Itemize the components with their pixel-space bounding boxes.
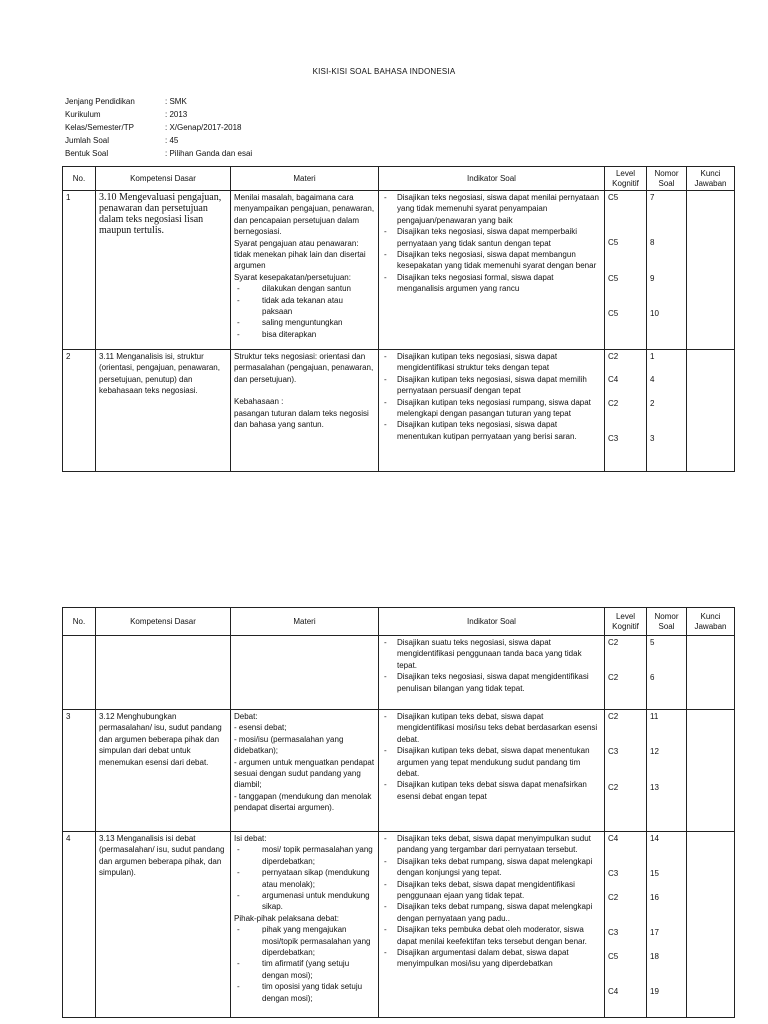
level-value: C3 bbox=[608, 928, 619, 938]
row-no: 1 bbox=[63, 191, 96, 350]
meta-value: : 2013 bbox=[165, 110, 188, 119]
materi-syarat-kesepakatan: Syarat kesepakatan/persetujuan: bbox=[234, 272, 351, 282]
list-item: - Disajikan teks pembuka debat oleh moderator, siswa dapat menilai keefektifan teks tersebut dengan benar. bbox=[382, 924, 601, 947]
meta-row bbox=[65, 95, 365, 108]
nomor-value: 16 bbox=[650, 892, 659, 902]
row-kunci-jawaban bbox=[687, 350, 735, 472]
materi-pasangan: pasangan tuturan dalam teks negosisi dan bahasa yang santun. bbox=[234, 408, 369, 430]
list-item: - mosi/isu (permasalahan yang didebatkan); bbox=[234, 734, 344, 756]
list-item: - Disajikan teks debat rumpang, siswa dapat melengkapi dengan pernyataan yang padu.. bbox=[382, 901, 601, 924]
materi-title: Pihak-pihak pelaksana debat: bbox=[234, 913, 339, 923]
meta-value: : Pilihan Ganda dan esai bbox=[165, 149, 253, 158]
level-value: C3 bbox=[608, 747, 619, 757]
list-item: - tanggapan (mendukung dan menolak pendapat disertai argumen). bbox=[234, 791, 372, 813]
nomor-value: 11 bbox=[650, 712, 659, 721]
row-indikator-soal bbox=[379, 191, 605, 350]
table-row bbox=[63, 710, 735, 832]
table-header-row bbox=[63, 167, 735, 191]
materi-list bbox=[234, 283, 375, 340]
list-item: - pernyataan sikap (mendukung atau menolak); bbox=[234, 867, 375, 890]
nomor-value: 2 bbox=[650, 398, 655, 408]
materi-struktur: Struktur teks negosiasi: orientasi dan permasalahan (pengajuan, penawaran, dan persetujuan). bbox=[234, 352, 374, 384]
nomor-value: 15 bbox=[650, 869, 659, 879]
kisi-table-page2 bbox=[62, 607, 735, 1018]
list-item: - tidak ada tekanan atau paksaan bbox=[234, 295, 375, 318]
materi-title: Isi debat: bbox=[234, 834, 267, 843]
table-row bbox=[63, 350, 735, 472]
list-item: - Disajikan kutipan teks debat, siswa dapat menentukan argumen yang tepat mendukung sudut pandang tim debat. bbox=[382, 745, 601, 779]
header-indikator-soal: Indikator Soal bbox=[379, 608, 605, 636]
list-item: - tim oposisi yang tidak setuju dengan mosi); bbox=[234, 981, 375, 1004]
row-level-kognitif bbox=[605, 191, 647, 350]
meta-label: Jenjang Pendidikan bbox=[65, 97, 135, 106]
row-materi bbox=[231, 832, 379, 1018]
row-materi bbox=[231, 350, 379, 472]
list-item: - Disajikan teks debat, siswa dapat menyimpulkan sudut pandang yang tergambar dari pernyataan tersebut. bbox=[382, 833, 601, 856]
nomor-value: 19 bbox=[650, 987, 659, 997]
materi-kebahasaan: Kebahasaan : bbox=[234, 397, 284, 407]
meta-row bbox=[65, 121, 365, 134]
row-nomor-soal bbox=[647, 636, 687, 710]
row-indikator-soal bbox=[379, 710, 605, 832]
list-item: - Disajikan kutipan teks negosiasi, siswa dapat menentukan kutipan pernyataan yang berisi saran. bbox=[382, 419, 601, 442]
materi-syarat-pengajuan: Syarat pengajuan atau penawaran: tidak menekan pihak lain dan disertai argumen bbox=[234, 238, 366, 271]
meta-value: : X/Genap/2017-2018 bbox=[165, 123, 242, 132]
row-nomor-soal bbox=[647, 350, 687, 472]
nomor-value: 3 bbox=[650, 434, 655, 444]
row-indikator-soal bbox=[379, 636, 605, 710]
header-level-kognitif: Level Kognitif bbox=[605, 608, 647, 636]
kd-text: 3.10 Mengevaluasi pengajuan, penawaran dan persetujuan dalam teks negosiasi lisan maupun tertulis. bbox=[99, 192, 222, 236]
level-value: C3 bbox=[608, 869, 619, 879]
row-materi bbox=[231, 191, 379, 350]
table-row bbox=[63, 636, 735, 710]
indikator-list bbox=[382, 711, 601, 802]
meta-label: Bentuk Soal bbox=[65, 149, 109, 158]
row-kunci-jawaban bbox=[687, 710, 735, 832]
header-materi: Materi bbox=[231, 167, 379, 191]
level-value: C5 bbox=[608, 951, 619, 961]
list-item: - Disajikan kutipan teks negosiasi rumpang, siswa dapat melengkapi dengan pasangan tuturan yang tepat bbox=[382, 397, 601, 420]
row-nomor-soal bbox=[647, 832, 687, 1018]
list-item: - Disajikan teks negosiasi, siswa dapat membangun kesepakatan yang tidak memenuhi syarat dengan benar bbox=[382, 249, 601, 272]
meta-value: : SMK bbox=[165, 97, 187, 106]
nomor-value: 10 bbox=[650, 309, 659, 319]
list-item: - argumenasi untuk mendukung sikap. bbox=[234, 890, 375, 913]
level-value: C4 bbox=[608, 987, 619, 997]
materi-list bbox=[234, 844, 375, 912]
materi-list bbox=[234, 722, 375, 813]
list-item: - Disajikan kutipan teks negosiasi, siswa dapat memilih pernyataan persuasif dengan tepat bbox=[382, 374, 601, 397]
header-indikator-soal: Indikator Soal bbox=[379, 167, 605, 191]
meta-label: Kelas/Semester/TP bbox=[65, 123, 134, 132]
indikator-list bbox=[382, 833, 601, 970]
row-kompetensi-dasar: 3.13 Menganalisis isi debat (permasalahan/ isu, sudut pandang dan argumen beberapa pihak, dan simpulan). bbox=[96, 832, 231, 1018]
header-no: No. bbox=[63, 167, 96, 191]
list-item: - Disajikan suatu teks negosiasi, siswa dapat mengidentifikasi penggunaan tanda baca yang tidak tepat. bbox=[382, 637, 601, 671]
level-value: C3 bbox=[608, 434, 619, 444]
list-item: - Disajikan kutipan teks debat, siswa dapat mengidentifikasi mosi/isu teks debat berdasarkan esensi debat. bbox=[382, 711, 601, 745]
header-kompetensi-dasar: Kompetensi Dasar bbox=[96, 608, 231, 636]
list-item: - Disajikan kutipan teks negosiasi, siswa dapat mengidentifikasi struktur teks dengan tepat bbox=[382, 351, 601, 374]
row-kunci-jawaban bbox=[687, 191, 735, 350]
table-row bbox=[63, 191, 735, 350]
nomor-value: 7 bbox=[650, 193, 655, 202]
list-item: - Disajikan teks negosiasi formal, siswa dapat menganalisis argumen yang rancu bbox=[382, 272, 601, 295]
meta-row bbox=[65, 108, 365, 121]
row-no: 4 bbox=[63, 832, 96, 1018]
level-value: C4 bbox=[608, 834, 619, 843]
header-materi: Materi bbox=[231, 608, 379, 636]
nomor-value: 17 bbox=[650, 928, 659, 938]
row-nomor-soal bbox=[647, 710, 687, 832]
row-no: 3 bbox=[63, 710, 96, 832]
level-value: C5 bbox=[608, 193, 619, 202]
header-kunci-jawaban: Kunci Jawaban bbox=[687, 167, 735, 191]
row-no: 2 bbox=[63, 350, 96, 472]
nomor-value: 1 bbox=[650, 352, 655, 361]
table-header-row bbox=[63, 608, 735, 636]
nomor-value: 14 bbox=[650, 834, 659, 843]
meta-value: : 45 bbox=[165, 136, 179, 145]
document-meta bbox=[65, 95, 365, 160]
list-item: - mosi/ topik permasalahan yang diperdebatkan; bbox=[234, 844, 375, 867]
list-item: - Disajikan teks negosiasi, siswa dapat mengidentifikasi penulisan bilangan yang tidak tepat. bbox=[382, 671, 601, 694]
header-kompetensi-dasar: Kompetensi Dasar bbox=[96, 167, 231, 191]
list-item: - Disajikan teks debat rumpang, siswa dapat melengkapi dengan konjungsi yang tepat. bbox=[382, 856, 601, 879]
nomor-value: 18 bbox=[650, 951, 659, 961]
row-nomor-soal bbox=[647, 191, 687, 350]
nomor-value: 8 bbox=[650, 238, 655, 248]
table-row bbox=[63, 832, 735, 1018]
header-level-kognitif: Level Kognitif bbox=[605, 167, 647, 191]
level-value: C2 bbox=[608, 352, 619, 361]
row-level-kognitif bbox=[605, 636, 647, 710]
kisi-table-page1 bbox=[62, 166, 735, 472]
meta-row bbox=[65, 147, 365, 160]
list-item: - Disajikan teks negosiasi, siswa dapat menilai pernyataan yang tidak memenuhi syarat penyampaian pengajuan/penawaran yang baik bbox=[382, 192, 601, 226]
nomor-value: 12 bbox=[650, 747, 659, 757]
header-nomor-soal: Nomor Soal bbox=[647, 167, 687, 191]
nomor-value: 5 bbox=[650, 638, 655, 647]
row-level-kognitif bbox=[605, 832, 647, 1018]
level-value: C2 bbox=[608, 782, 619, 792]
document-title: KISI-KISI SOAL BAHASA INDONESIA bbox=[312, 67, 456, 76]
list-item: - Disajikan teks negosiasi, siswa dapat memperbaiki pernyataan yang tidak santun dengan tepat bbox=[382, 226, 601, 249]
row-kompetensi-dasar bbox=[96, 191, 231, 350]
row-materi bbox=[231, 636, 379, 710]
indikator-list bbox=[382, 192, 601, 295]
list-item-text: mosi/isu (permasalahan yang didebatkan); bbox=[234, 734, 344, 756]
nomor-value: 6 bbox=[650, 673, 655, 683]
level-value: C4 bbox=[608, 375, 619, 385]
nomor-value: 9 bbox=[650, 273, 655, 283]
list-item: - dilakukan dengan santun bbox=[234, 283, 375, 294]
row-indikator-soal bbox=[379, 350, 605, 472]
level-value: C2 bbox=[608, 673, 619, 683]
list-item: - esensi debat; bbox=[234, 723, 287, 733]
meta-label: Jumlah Soal bbox=[65, 136, 110, 145]
list-item: - Disajikan kutipan teks debat siswa dapat menafsirkan esensi debat engan tepat bbox=[382, 779, 601, 802]
list-item: - Disajikan teks debat, siswa dapat mengidentifikasi penggunaan ejaan yang tidak tepat. bbox=[382, 879, 601, 902]
row-level-kognitif bbox=[605, 710, 647, 832]
row-kunci-jawaban bbox=[687, 636, 735, 710]
row-level-kognitif bbox=[605, 350, 647, 472]
list-item: - argumen untuk menguatkan pendapat sesuai dengan sudut pandang yang diambil; bbox=[234, 757, 375, 790]
level-value: C5 bbox=[608, 309, 619, 319]
level-value: C2 bbox=[608, 892, 619, 902]
header-kunci-jawaban: Kunci Jawaban bbox=[687, 608, 735, 636]
level-value: C5 bbox=[608, 238, 619, 248]
indikator-list bbox=[382, 637, 601, 694]
list-item: - saling menguntungkan bbox=[234, 317, 375, 328]
row-materi bbox=[231, 710, 379, 832]
list-item: - tim afirmatif (yang setuju dengan mosi); bbox=[234, 958, 375, 981]
list-item-text: argumen untuk menguatkan pendapat sesuai dengan sudut pandang yang diambil; bbox=[234, 757, 375, 790]
header-no: No. bbox=[63, 608, 96, 636]
level-value: C2 bbox=[608, 638, 619, 647]
indikator-list bbox=[382, 351, 601, 442]
row-kompetensi-dasar: 3.12 Menghubungkan permasalahan/ isu, sudut pandang dan argumen beberapa pihak dan simpulan dari debat untuk menemukan esensi dari debat. bbox=[96, 710, 231, 832]
row-kompetensi-dasar: 3.11 Menganalisis isi, struktur (orientasi, pengajuan, penawaran, persetujuan, penutup) dan kebahasaan teks negosiasi. bbox=[96, 350, 231, 472]
nomor-value: 4 bbox=[650, 375, 655, 385]
level-value: C2 bbox=[608, 712, 619, 721]
list-item: - Disajikan argumentasi dalam debat, siswa dapat menyimpulkan mosi/isu yang diperdebatkan bbox=[382, 947, 601, 970]
header-nomor-soal: Nomor Soal bbox=[647, 608, 687, 636]
row-kunci-jawaban bbox=[687, 832, 735, 1018]
row-indikator-soal bbox=[379, 832, 605, 1018]
list-item: - pihak yang mengajukan mosi/topik permasalahan yang diperdebatkan; bbox=[234, 924, 375, 958]
meta-row bbox=[65, 134, 365, 147]
materi-list bbox=[234, 924, 375, 1004]
list-item-text: esensi debat; bbox=[238, 723, 287, 733]
list-item-text: tanggapan (mendukung dan menolak pendapat disertai argumen). bbox=[234, 791, 372, 813]
list-item: - bisa diterapkan bbox=[234, 329, 375, 340]
row-kompetensi-dasar bbox=[96, 636, 231, 710]
meta-label: Kurikulum bbox=[65, 110, 101, 119]
level-value: C5 bbox=[608, 273, 619, 283]
row-no bbox=[63, 636, 96, 710]
nomor-value: 13 bbox=[650, 782, 659, 792]
level-value: C2 bbox=[608, 398, 619, 408]
materi-intro: Menilai masalah, bagaimana cara menyampaikan pengajuan, penawaran, dan pencapaian persetujuan dalam bernegosiasi. bbox=[234, 193, 375, 237]
materi-title: Debat: bbox=[234, 712, 258, 721]
